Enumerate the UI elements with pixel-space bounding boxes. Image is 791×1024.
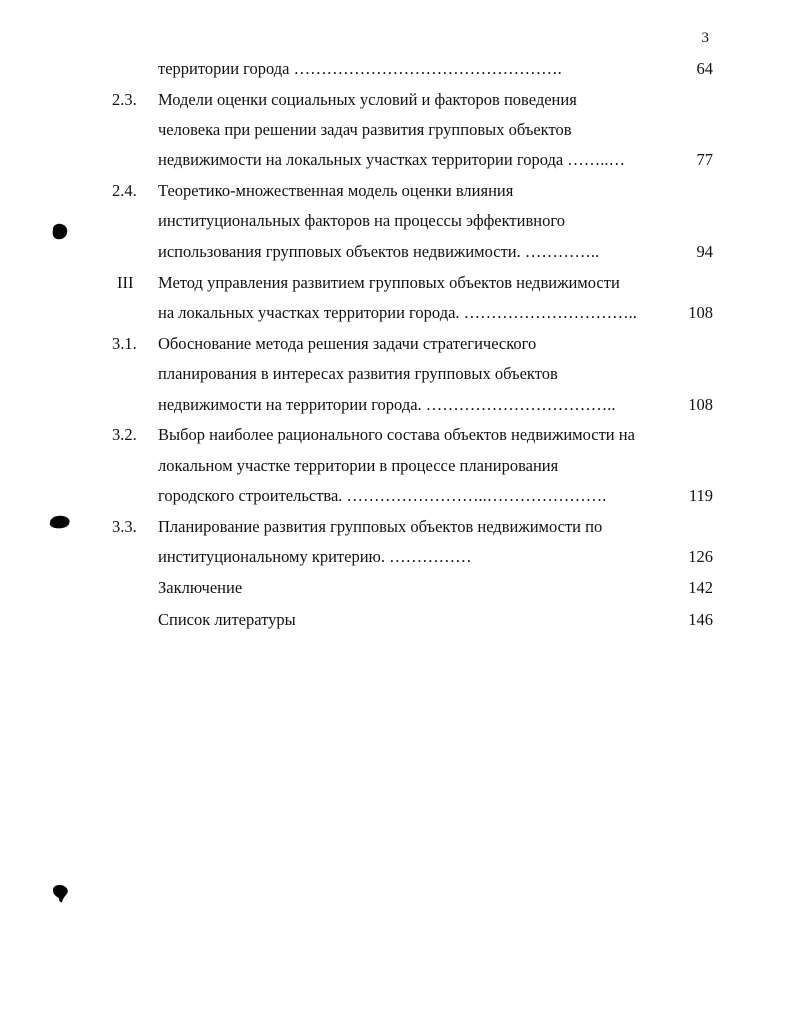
toc-line [0, 608, 791, 632]
toc-line [0, 57, 791, 81]
toc-entry-text: институциональному критерию. …………… [158, 547, 472, 566]
toc-entry-text: использования групповых объектов недвижимости. ………….. [158, 242, 600, 261]
toc-entry-text: недвижимости на локальных участках территории города ……..… [158, 150, 626, 169]
toc-section-number: 2.4. [112, 181, 137, 200]
toc-page-number: 108 [688, 303, 713, 322]
toc-line [0, 484, 791, 508]
punch-hole-mark-icon [48, 513, 72, 531]
toc-line [0, 454, 791, 478]
toc-page-number: 142 [688, 578, 713, 597]
toc-line [0, 301, 791, 325]
toc-section-number: III [117, 273, 134, 292]
toc-line [0, 423, 791, 447]
toc-section-number: 2.3. [112, 90, 137, 109]
toc-entry-text: недвижимости на территории города. …………………………….. [158, 395, 616, 414]
toc-entry-text: институциональных факторов на процессы эффективного [158, 211, 565, 230]
toc-entry-text: человека при решении задач развития групповых объектов [158, 120, 572, 139]
toc-entry-text: Выбор наиболее рационального состава объектов недвижимости на [158, 425, 635, 444]
toc-entry-text: Список литературы [158, 610, 296, 629]
toc-entry-text: Модели оценки социальных условий и факторов поведения [158, 90, 577, 109]
toc-page-number: 77 [696, 150, 713, 169]
toc-line [0, 545, 791, 569]
toc-line [0, 209, 791, 233]
toc-page-number: 94 [696, 242, 713, 261]
toc-entry-text: Метод управления развитием групповых объектов недвижимости [158, 273, 620, 292]
toc-line [0, 576, 791, 600]
toc-line [0, 118, 791, 142]
toc-section-number: 3.2. [112, 425, 137, 444]
toc-entry-text: планирования в интересах развития групповых объектов [158, 364, 558, 383]
toc-line [0, 332, 791, 356]
toc-entry-text: локальном участке территории в процессе планирования [158, 456, 559, 475]
punch-hole-mark-icon [50, 883, 72, 905]
toc-entry-text: Планирование развития групповых объектов недвижимости по [158, 517, 603, 536]
toc-page-number: 146 [688, 610, 713, 629]
toc-line [0, 179, 791, 203]
toc-page-number: 108 [688, 395, 713, 414]
punch-hole-mark-icon [50, 222, 70, 242]
toc-page-number: 64 [696, 59, 713, 78]
toc-section-number: 3.3. [112, 517, 137, 536]
toc-line [0, 515, 791, 539]
toc-entry-text: городского строительства. ……………………..…………………. [158, 486, 607, 505]
toc-page-number: 119 [688, 486, 713, 505]
toc-line [0, 393, 791, 417]
toc-entry-text: Теоретико-множественная модель оценки влияния [158, 181, 514, 200]
toc-entry-text: Заключение [158, 578, 243, 597]
page-number: 3 [701, 30, 709, 46]
toc-line [0, 240, 791, 264]
toc-line [0, 271, 791, 295]
toc-entry-text: территории города …………………………………………. [158, 59, 562, 78]
toc-section-number: 3.1. [112, 334, 137, 353]
toc-line [0, 88, 791, 112]
toc-line [0, 362, 791, 386]
toc-page-number: 126 [688, 547, 713, 566]
toc-entry-text: на локальных участках территории города. ………………………….. [158, 303, 637, 322]
toc-entry-text: Обоснование метода решения задачи стратегического [158, 334, 537, 353]
toc-line [0, 148, 791, 172]
